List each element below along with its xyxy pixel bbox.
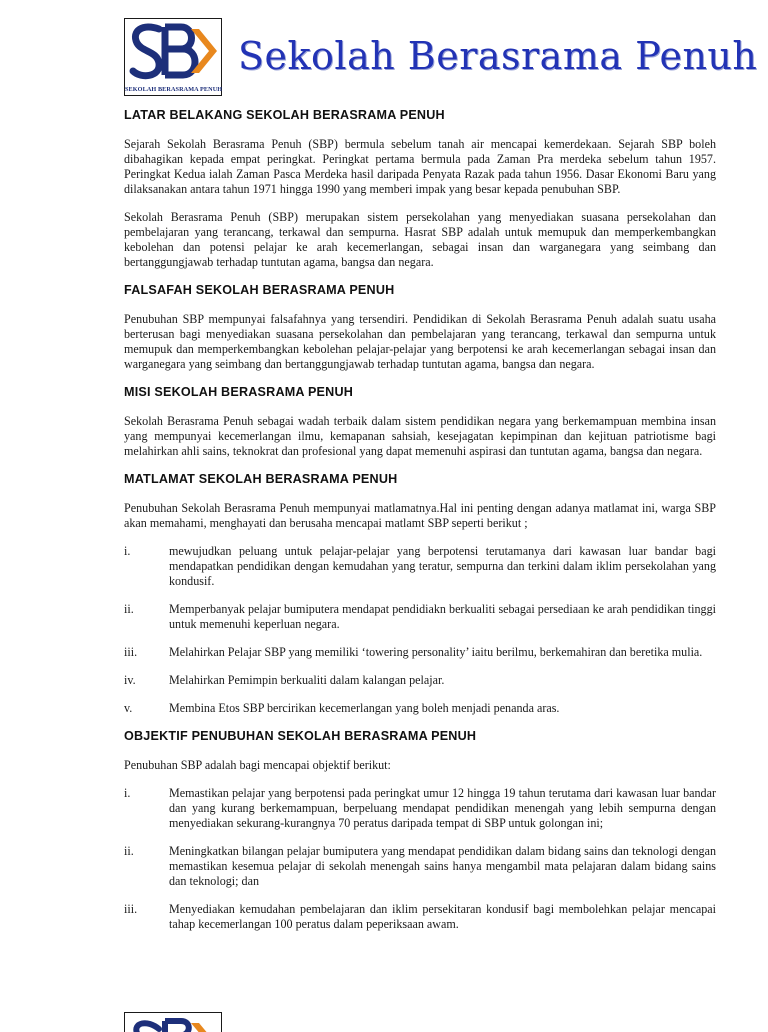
matlamat-list xyxy=(124,544,716,716)
list-item xyxy=(124,786,716,831)
list-text: Melahirkan Pelajar SBP yang memiliki ‘towering personality’ iaitu berilmu, berkemahiran dan beretika mulia. xyxy=(169,645,703,659)
list-item xyxy=(124,844,716,889)
list-number: iii. xyxy=(124,645,138,659)
paragraph: Penubuhan SBP mempunyai falsafahnya yang tersendiri. Pendidikan di Sekolah Berasrama Penuh adalah suatu usaha berterusan bagi menyediakan suasana persekolahan dan pembelajaran yang terancang, terkawal dan sempurna untuk memupuk dan memperkembangkan kebolehan pelajar-pelajar yang berpotensi ke arah kecemerlangan sebagai insan dan warganegara yang seimbang dan bertanggungjawab terhadap tuntutan agama, bangsa dan negara. xyxy=(124,312,716,371)
next-page-logo xyxy=(124,1012,222,1032)
list-text: mewujudkan peluang untuk pelajar-pelajar yang berpotensi terutamanya dari kawasan luar bandar bagi mendapatkan pendidikan dengan kemudahan yang teratur, sempurna dan terkini dalam iklim persekolahan yang kondusif. xyxy=(169,544,716,588)
heading-latar-belakang: LATAR BELAKANG SEKOLAH BERASRAMA PENUH xyxy=(124,108,445,122)
list-item xyxy=(124,902,716,932)
list-text: Menyediakan kemudahan pembelajaran dan iklim persekitaran kondusif bagi membolehkan pelajar mencapai tahap kecemerlangan 100 peratus dalam peperiksaan awam. xyxy=(169,902,716,931)
list-item xyxy=(124,673,716,688)
paragraph: Penubuhan SBP adalah bagi mencapai objektif berikut: xyxy=(124,758,391,772)
paragraph: Sejarah Sekolah Berasrama Penuh (SBP) bermula sebelum tanah air mencapai kemerdekaan. Sejarah SBP boleh dibahagikan kepada empat peringkat. Peringkat pertama bermula pada Zaman Pra merdeka sebelum tahun 1957. Peringkat Kedua ialah Zaman Pasca Merdeka hasil daripada Penyata Razak pada tahun 1956. Dasar Ekonomi Baru yang dilaksanakan antara tahun 1971 hingga 1990 yang memberi impak yang besar kepada penubuhan SBP. xyxy=(124,137,716,196)
paragraph: Sekolah Berasrama Penuh (SBP) merupakan sistem persekolahan yang menyediakan suasana persekolahan dan pembelajaran yang terancang, terkawal dan sempurna. Hasrat SBP adalah untuk memupuk dan memperkembangkan kebolehan dan potensi pelajar ke arah kecemerlangan, sebagai insan dan warganegara yang seimbang dan bertanggungjawab terhadap tuntutan agama, bangsa dan negara. xyxy=(124,210,716,269)
sbp-logo-graphic xyxy=(125,19,221,85)
list-item xyxy=(124,544,716,589)
heading-matlamat: MATLAMAT SEKOLAH BERASRAMA PENUH xyxy=(124,472,398,486)
list-number: ii. xyxy=(124,844,134,858)
paragraph: Sekolah Berasrama Penuh sebagai wadah terbaik dalam sistem pendidikan negara yang berkemampuan membina insan yang mempunyai kecemerlangan ilmu, kemapanan sahsiah, kesejagatan kepimpinan dan kejituan patriotisme bagi melahirkan ahli sains, teknokrat dan profesional yang dapat memenuhi aspirasi dan tuntutan agama, bangsa dan negara. xyxy=(124,414,716,458)
objektif-list xyxy=(124,786,716,932)
list-number: ii. xyxy=(124,602,134,616)
list-number: v. xyxy=(124,701,133,715)
list-number: i. xyxy=(124,544,131,558)
heading-misi: MISI SEKOLAH BERASRAMA PENUH xyxy=(124,385,354,399)
list-number: iv. xyxy=(124,673,136,687)
heading-falsafah: FALSAFAH SEKOLAH BERASRAMA PENUH xyxy=(124,283,395,297)
sbp-logo-partial-graphic xyxy=(125,1013,221,1032)
list-text: Meningkatkan bilangan pelajar bumiputera yang mendapat pendidikan dalam bidang sains dan teknologi dengan memastikan kesemua pelajar di sekolah menengah sains hanya mengambil mata pelajaran dalam bidang sains dan teknologi; dan xyxy=(169,844,716,888)
list-text: Membina Etos SBP bercirikan kecemerlangan yang boleh menjadi penanda aras. xyxy=(169,701,560,715)
list-text: Memperbanyak pelajar bumiputera mendapat pendidiakn berkualiti sebagai persediaan ke arah pendidikan tinggi untuk memenuhi keperluan negara. xyxy=(169,602,716,631)
list-item xyxy=(124,645,716,660)
list-number: i. xyxy=(124,786,131,800)
heading-objektif: OBJEKTIF PENUBUHAN SEKOLAH BERASRAMA PENUH xyxy=(124,729,477,743)
sbp-logo xyxy=(124,18,222,96)
logo-caption: SEKOLAH BERASRAMA PENUH xyxy=(125,86,223,93)
list-item xyxy=(124,701,716,716)
page-title: Sekolah Berasrama Penuh xyxy=(238,34,758,78)
document-body xyxy=(124,108,716,945)
list-number: iii. xyxy=(124,902,138,916)
list-item xyxy=(124,602,716,632)
paragraph: Penubuhan Sekolah Berasrama Penuh mempunyai matlamatnya.Hal ini penting dengan adanya matlamat ini, warga SBP akan memahami, menghayati dan berusaha mencapai matlamt SBP seperti berikut ; xyxy=(124,501,716,530)
list-text: Memastikan pelajar yang berpotensi pada peringkat umur 12 hingga 19 tahun terutama dari kawasan luar bandar dan yang kurang berkemampuan, berpeluang mendapat pendidikan menengah yang lebih sempurna dengan menyediakan sekurang-kurangnya 70 peratus daripada tempat di SBP untuk golongan ini; xyxy=(169,786,716,830)
list-text: Melahirkan Pemimpin berkualiti dalam kalangan pelajar. xyxy=(169,673,445,687)
